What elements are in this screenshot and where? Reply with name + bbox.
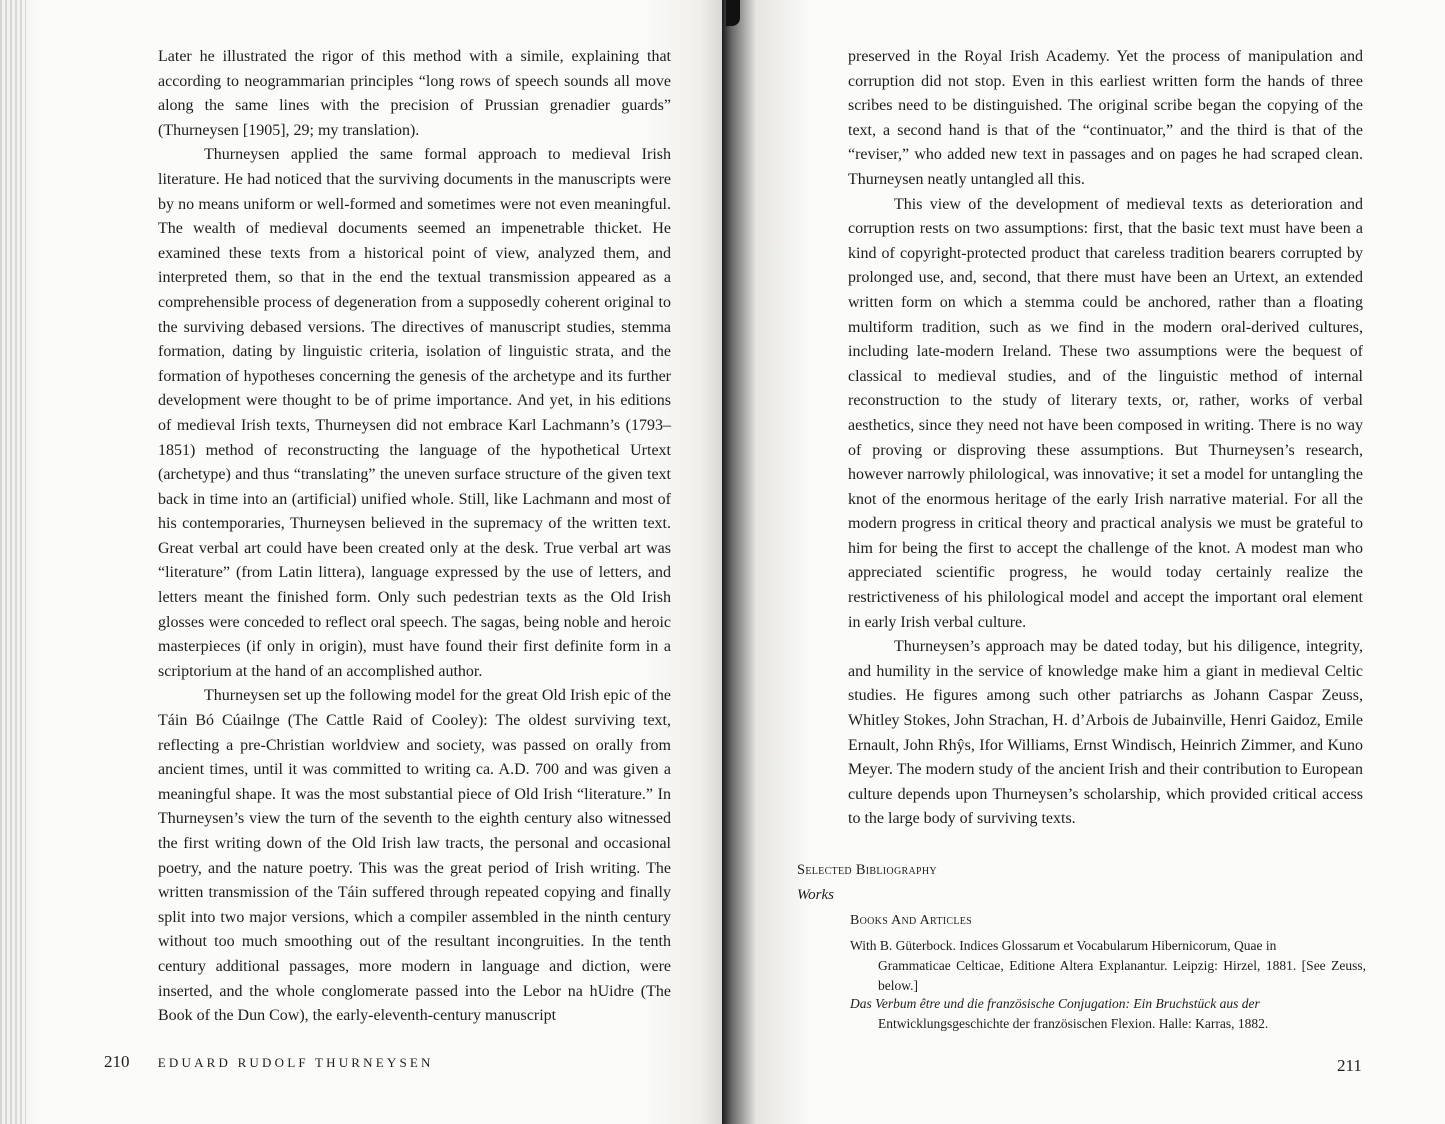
entry-2-line-1: Das Verbum être und die französische Conjugation: Ein Bruchstück aus der xyxy=(850,996,1260,1011)
entry-2-line-2: Entwicklungsgeschichte der französischen Flexion. Halle: Karras, 1882. xyxy=(878,1016,1269,1031)
running-head-title: EDUARD RUDOLF THURNEYSEN xyxy=(157,1055,434,1070)
left-paragraph-2: Thurneysen applied the same formal approach to medieval Irish literature. He had noticed that the surviving documents in the manuscripts were by no means uniform or well-formed and sometimes were not even meaningful. The wealth of medieval documents seemed an impenetrable thicket. He examined these texts from a historical point of view, analyzed them, and interpreted them, so that in the end the textual transmission appeared as a comprehensible process of degeneration from a supposedly coherent original to the surviving debased versions. The directives of manuscript studies, stemma formation, dating by linguistic criteria, isolation of linguistic strata, and the formation of hypotheses concerning the genesis of the archetype and its further development were thought to be of prime importance. And yet, in his editions of medieval Irish texts, Thurneysen did not embrace Karl Lachmann’s (1793–1851) method of reconstructing the language of the hypothetical Urtext (archetype) and thus “translating” the uneven surface structure of the given text back in time into an (artificial) unified whole. Still, like Lachmann and most of his contemporaries, Thurneysen believed in the supremacy of the written text. Great verbal art could have been created only at the desk. True verbal art was “literature” (from Latin littera), language expressed by the use of letters, and letters meant the finished form. Only such pedestrian texts as the Old Irish glosses were conceded to reflect oral speech. The sagas, being noble and heroic masterpieces (if only in origin), must have found their first definite form in a scriptorium at the hand of an accomplished author. xyxy=(158,146,671,680)
left-paragraph-1: Later he illustrated the rigor of this method with a simile, explaining that according to neogrammarian principles “long rows of speech sounds all move along the same lines with the precision of Prussian grenadier guards” (Thurneysen [1905], 29; my translation). xyxy=(158,48,671,139)
left-paragraph-3: Thurneysen set up the following model for the great Old Irish epic of the Táin Bó Cúailnge (The Cattle Raid of Cooley): The oldest surviving text, reflecting a pre-Christian worldview and society, was passed on orally from ancient times, until it was committed to writing ca. A.D. 700 and was given a meaningful shape. It was the most substantial piece of Old Irish “literature.” In Thurneysen’s view the turn of the seventh to the eighth century also witnessed the first writing down of the Old Irish law tracts, the personal and occasional poetry, and the nature poetry. This was the great period of Irish writing. The written transmission of the Táin suffered through repeated copying and finally split into two major versions, which a compiler assembled in the ninth century without too much smoothing out of the resultant incongruities. In the tenth century additional passages, more modern in language and diction, were inserted, and the whole conglomerate passed into the Lebor na hUidre (The Book of the Dun Cow), the early-eleventh-century manuscript xyxy=(158,687,671,1025)
left-page-number: 210 xyxy=(104,1052,130,1071)
right-body-text xyxy=(848,45,1363,832)
right-page-number: 211 xyxy=(1337,1056,1362,1075)
right-paragraph-3: Thurneysen’s approach may be dated today, but his diligence, integrity, and humility in the service of knowledge make him a giant in medieval Celtic studies. He figures among such other patriarchs as Johann Caspar Zeuss, Whitley Stokes, John Strachan, H. d’Arbois de Jubainville, Henri Gaidoz, Emile Ernault, John Rhŷs, Ifor Williams, Ernst Windisch, Heinrich Zimmer, and Kuno Meyer. The modern study of the ancient Irish and their contribution to European culture depends upon Thurneysen’s scholarship, which provided critical access to the large body of surviving texts. xyxy=(848,638,1364,828)
entry-1-line-2: Grammaticae Celticae, Editione Altera Explanantur. Leipzig: Hirzel, 1881. [See Zeuss, below.] xyxy=(878,958,1366,993)
right-paragraph-1: preserved in the Royal Irish Academy. Yet the process of manipulation and corruption did not stop. Even in this earliest written form the hands of three scribes need to be distinguished. The original scribe began the copying of the text, a second hand is that of the “continuator,” and the third is that of the “reviser,” who added new text in passages and on pages he had scraped clean. Thurneysen neatly untangled all this. xyxy=(848,48,1363,188)
bibliography-subheading: Works xyxy=(797,887,834,903)
bibliography-category: Books And Articles xyxy=(850,913,973,928)
left-body-text xyxy=(158,45,671,1029)
bibliography-entry xyxy=(850,994,1366,1034)
gutter-shadow xyxy=(726,0,740,26)
left-running-head xyxy=(104,1052,434,1072)
right-paragraph-2: This view of the development of medieval texts as deterioration and corruption rests on two assumptions: first, that the basic text must have been a kind of copyright-protected product that careless tradition bearers corrupted by prolonged use, and, second, that there must have been an Urtext, an extended written form on which a stemma could be anchored, rather than a floating multiform tradition, such as we find in the modern oral-derived cultures, including late-modern Ireland. These two assumptions were the bequest of classical to medieval studies, and of the linguistic method of internal reconstruction to the study of literary texts, or, rather, works of verbal aesthetics, since they need not have been composed in writing. There is no way of proving or disproving these assumptions. But Thurneysen’s research, however narrowly philological, was innovative; it set a model for untangling the knot of the enormous heritage of the early Irish narrative material. For all the modern progress in critical theory and practical analysis we must be grateful to him for being the first to accept the challenge of the knot. A modest man who appreciated scientific progress, he would today certainly realize the restrictiveness of his philological model and accept the important oral element in early Irish verbal culture. xyxy=(848,195,1363,631)
entry-1-line-1: With B. Güterbock. Indices Glossarum et Vocabularum Hibernicorum, Quae in xyxy=(850,938,1277,953)
bibliography-entry xyxy=(850,936,1366,996)
page-edge-stack xyxy=(0,0,26,1124)
bibliography-heading: Selected Bibliography xyxy=(797,862,937,878)
